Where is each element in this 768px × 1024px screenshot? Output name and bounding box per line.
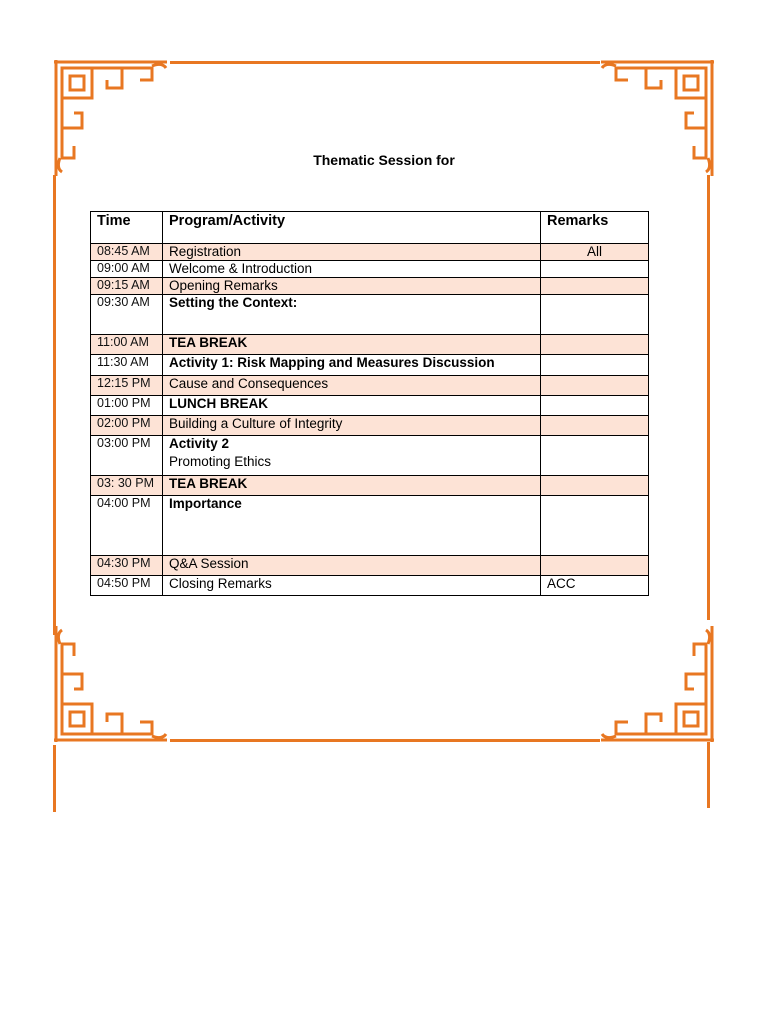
table-row [91,376,649,396]
frame-top-line [170,61,600,64]
row-activity: LUNCH BREAK [163,396,541,416]
table-row [91,295,649,335]
table-row [91,576,649,596]
header-remarks: Remarks [541,212,649,244]
row-time: 04:50 PM [91,576,163,596]
frame-bottom-line [170,739,600,742]
table-header-row [91,212,649,244]
row-remarks [541,295,649,335]
row-remarks: All [541,244,649,261]
table-row [91,244,649,261]
row-time: 04:30 PM [91,556,163,576]
row-activity: Closing Remarks [163,576,541,596]
row-remarks [541,436,649,476]
table-row [91,416,649,436]
table-row [91,496,649,556]
row-activity: Welcome & Introduction [163,261,541,278]
table-row [91,396,649,416]
header-time: Time [91,212,163,244]
row-activity-subtitle: Promoting Ethics [169,454,272,469]
row-time: 11:30 AM [91,355,163,376]
row-activity: Activity 1: Risk Mapping and Measures Discussion [163,355,541,376]
row-remarks [541,556,649,576]
row-remarks [541,261,649,278]
row-time: 08:45 AM [91,244,163,261]
row-remarks: ACC [541,576,649,596]
corner-ornament-bottom-right [596,624,716,744]
row-activity: Building a Culture of Integrity [163,416,541,436]
schedule-table [90,211,649,596]
table-row [91,436,649,476]
row-time: 09:15 AM [91,278,163,295]
row-remarks [541,278,649,295]
row-time: 02:00 PM [91,416,163,436]
row-time: 12:15 PM [91,376,163,396]
frame-right-line-lower [707,742,710,808]
row-activity: Registration [163,244,541,261]
table-row [91,261,649,278]
row-activity: Setting the Context: [163,295,541,335]
header-activity: Program/Activity [163,212,541,244]
row-time: 11:00 AM [91,335,163,355]
table-row [91,335,649,355]
corner-ornament-bottom-left [52,624,172,744]
row-activity: Opening Remarks [163,278,541,295]
frame-right-line [707,175,710,620]
row-remarks [541,376,649,396]
row-activity: Activity 2 [169,436,230,451]
row-activity: Cause and Consequences [163,376,541,396]
row-time: 01:00 PM [91,396,163,416]
frame-left-line [53,175,56,635]
table-row [91,556,649,576]
row-remarks [541,476,649,496]
row-remarks [541,416,649,436]
table-row [91,355,649,376]
row-remarks [541,355,649,376]
row-time: 04:00 PM [91,496,163,556]
row-remarks [541,335,649,355]
row-time: 09:30 AM [91,295,163,335]
row-time: 09:00 AM [91,261,163,278]
table-row [91,476,649,496]
row-activity: Importance [163,496,541,556]
frame-left-line-lower [53,745,56,812]
row-remarks [541,396,649,416]
row-activity: Q&A Session [163,556,541,576]
row-activity: TEA BREAK [163,335,541,355]
page-title: Thematic Session for [313,152,455,168]
table-row [91,278,649,295]
row-time: 03:00 PM [91,436,163,476]
row-remarks [541,496,649,556]
row-activity-cell [163,436,541,476]
row-time: 03: 30 PM [91,476,163,496]
row-activity: TEA BREAK [163,476,541,496]
